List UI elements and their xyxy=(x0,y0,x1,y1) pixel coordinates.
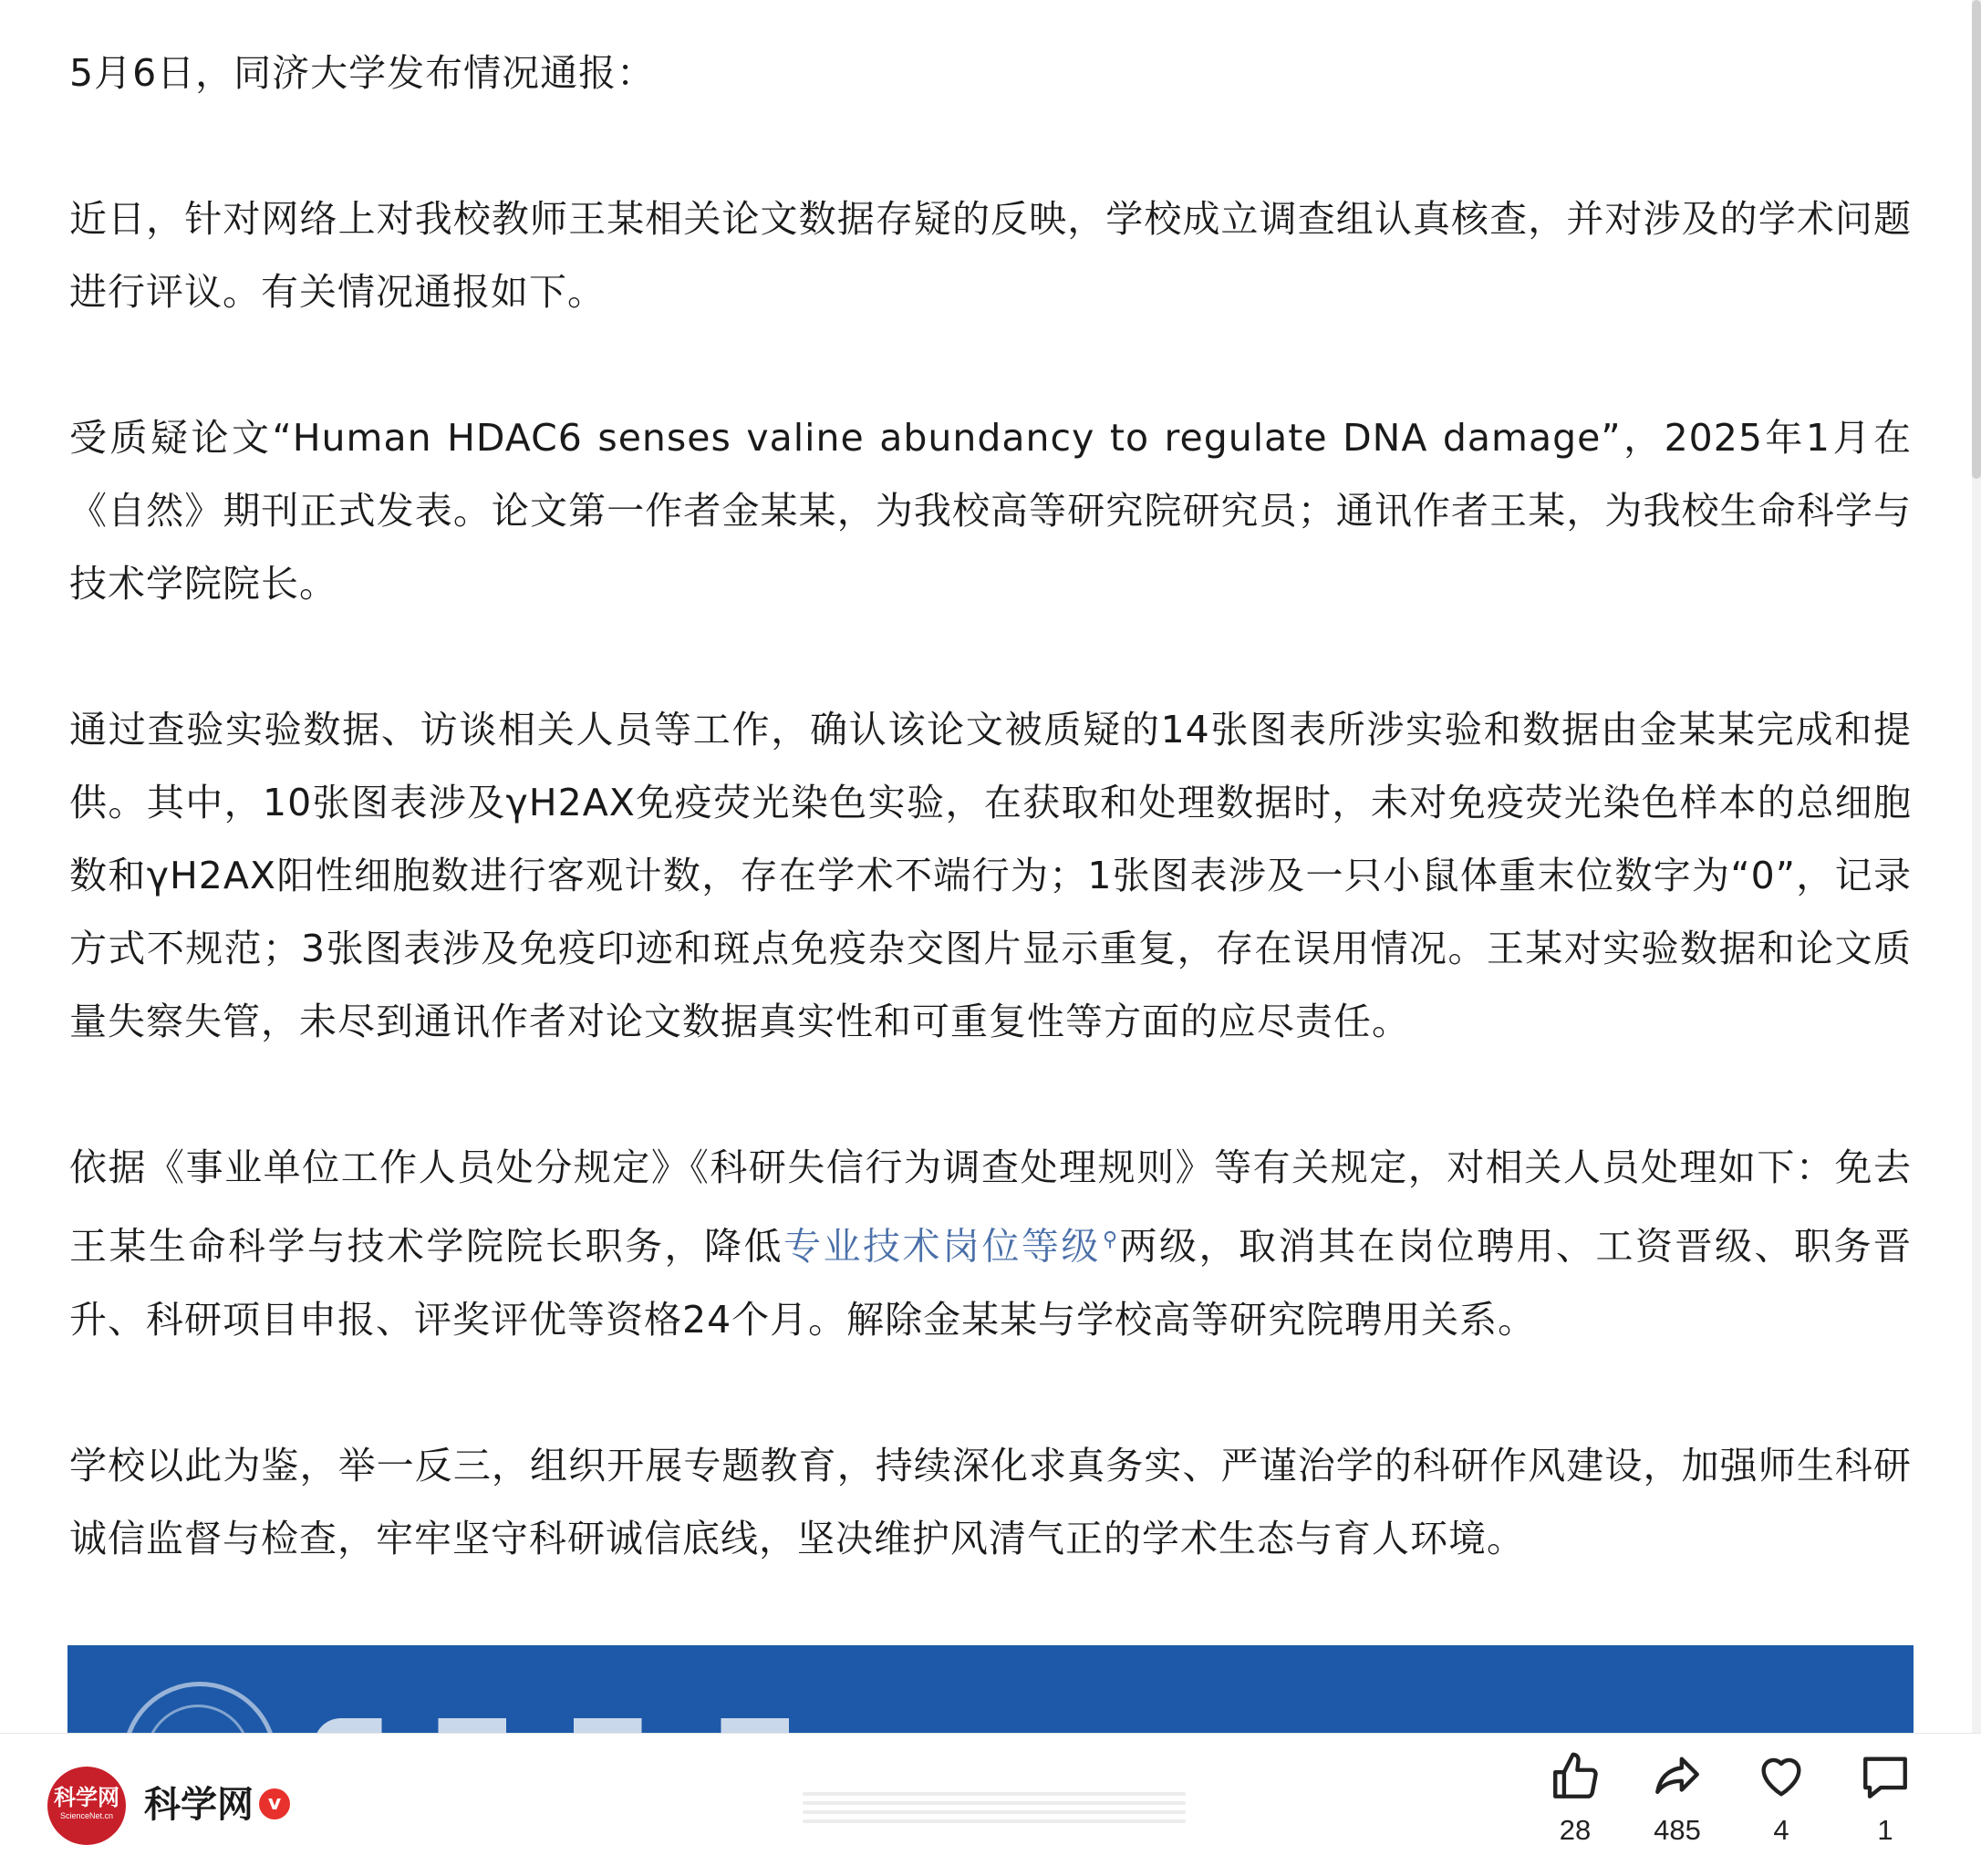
university-seal-icon xyxy=(122,1682,277,1733)
account-name[interactable]: 科学网 xyxy=(144,1784,254,1826)
paragraph-text: 依据《事业单位工作人员处分规定》《科研失信行为调查处理规则》等有关规定，对相关人员处理如下：免去王某生命科学与技术学院院长职务，降低 xyxy=(69,1145,1912,1269)
article-header-image xyxy=(67,1645,1914,1733)
article-paragraph-5 xyxy=(69,1131,1912,1356)
heart-icon xyxy=(1755,1750,1808,1803)
favorite-count: 4 xyxy=(1773,1814,1789,1846)
thumbs-up-icon xyxy=(1549,1750,1602,1803)
avatar-logo-text: 科学网 xyxy=(54,1785,119,1810)
share-arrow-icon xyxy=(1651,1750,1704,1803)
share-count: 485 xyxy=(1654,1814,1701,1846)
verified-badge-icon: v xyxy=(259,1788,290,1819)
bottom-action-bar xyxy=(0,1733,1981,1876)
article-paragraph-intro: 5月6日，同济大学发布情况通报： xyxy=(69,51,656,95)
article-paragraph-6: 学校以此为鉴，举一反三，组织开展专题教育，持续深化求真务实、严谨治学的科研作风建设，加强师生科研诚信监督与检查，牢牢坚守科研诚信底线，坚决维护风清气正的学术生态与育人环境。 xyxy=(69,1443,1912,1560)
comment-button[interactable] xyxy=(1835,1750,1935,1849)
scrollbar-track[interactable] xyxy=(1972,0,1981,1733)
loading-placeholder xyxy=(803,1792,1186,1829)
article-body xyxy=(69,36,1912,1648)
article-paragraph-4: 通过查验实验数据、访谈相关人员等工作，确认该论文被质疑的14张图表所涉实验和数据由金某某完成和提供。其中，10张图表涉及γH2AX免疫荧光染色实验，在获取和处理数据时，未对免疫荧光染色样本的总细胞数和γH2AX阳性细胞数进行客观计数，存在学术不端行为；1张图表涉及一只小鼠体重末位数字为“0”，记录方式不规范；3张图表涉及免疫印迹和斑点免疫杂交图片显示重复，存在误用情况。王某对实验数据和论文质量失察失管，未尽到通讯作者对论文数据真实性和可重复性等方面的应尽责任。 xyxy=(69,708,1912,1043)
comment-bubble-icon xyxy=(1859,1750,1912,1803)
article-paragraph-2: 近日，针对网络上对我校教师王某相关论文数据存疑的反映，学校成立调查组认真核查，并对涉及的学术问题进行评议。有关情况通报如下。 xyxy=(69,197,1912,314)
like-button[interactable] xyxy=(1525,1750,1625,1849)
calligraphy-logo xyxy=(314,1718,879,1733)
article-paragraph-3: 受质疑论文“Human HDAC6 senses valine abundancy to regulate DNA damage”，2025年1月在《自然》期刊正式发表。论文第一作者金某某，为我校高等研究院研究员；通讯作者王某，为我校生命科学与技术学院院长。 xyxy=(69,416,1912,606)
avatar[interactable] xyxy=(47,1767,126,1845)
comment-count: 1 xyxy=(1877,1814,1893,1846)
search-icon: ⚲ xyxy=(1102,1228,1119,1251)
share-button[interactable] xyxy=(1627,1750,1727,1849)
like-count: 28 xyxy=(1559,1814,1592,1846)
keyword-link[interactable]: 专业技术岗位等级 xyxy=(783,1224,1101,1269)
avatar-logo-subtext: ScienceNet.cn xyxy=(59,1811,114,1820)
favorite-button[interactable] xyxy=(1731,1750,1831,1849)
paragraph-text: 两级，取消其在岗位聘用、工资晋级、职务晋升、科研项目申报、评奖评优等资格24个月。解除金某某与学校高等研究院聘用关系。 xyxy=(69,1224,1913,1342)
scrollbar-thumb[interactable] xyxy=(1972,0,1981,479)
